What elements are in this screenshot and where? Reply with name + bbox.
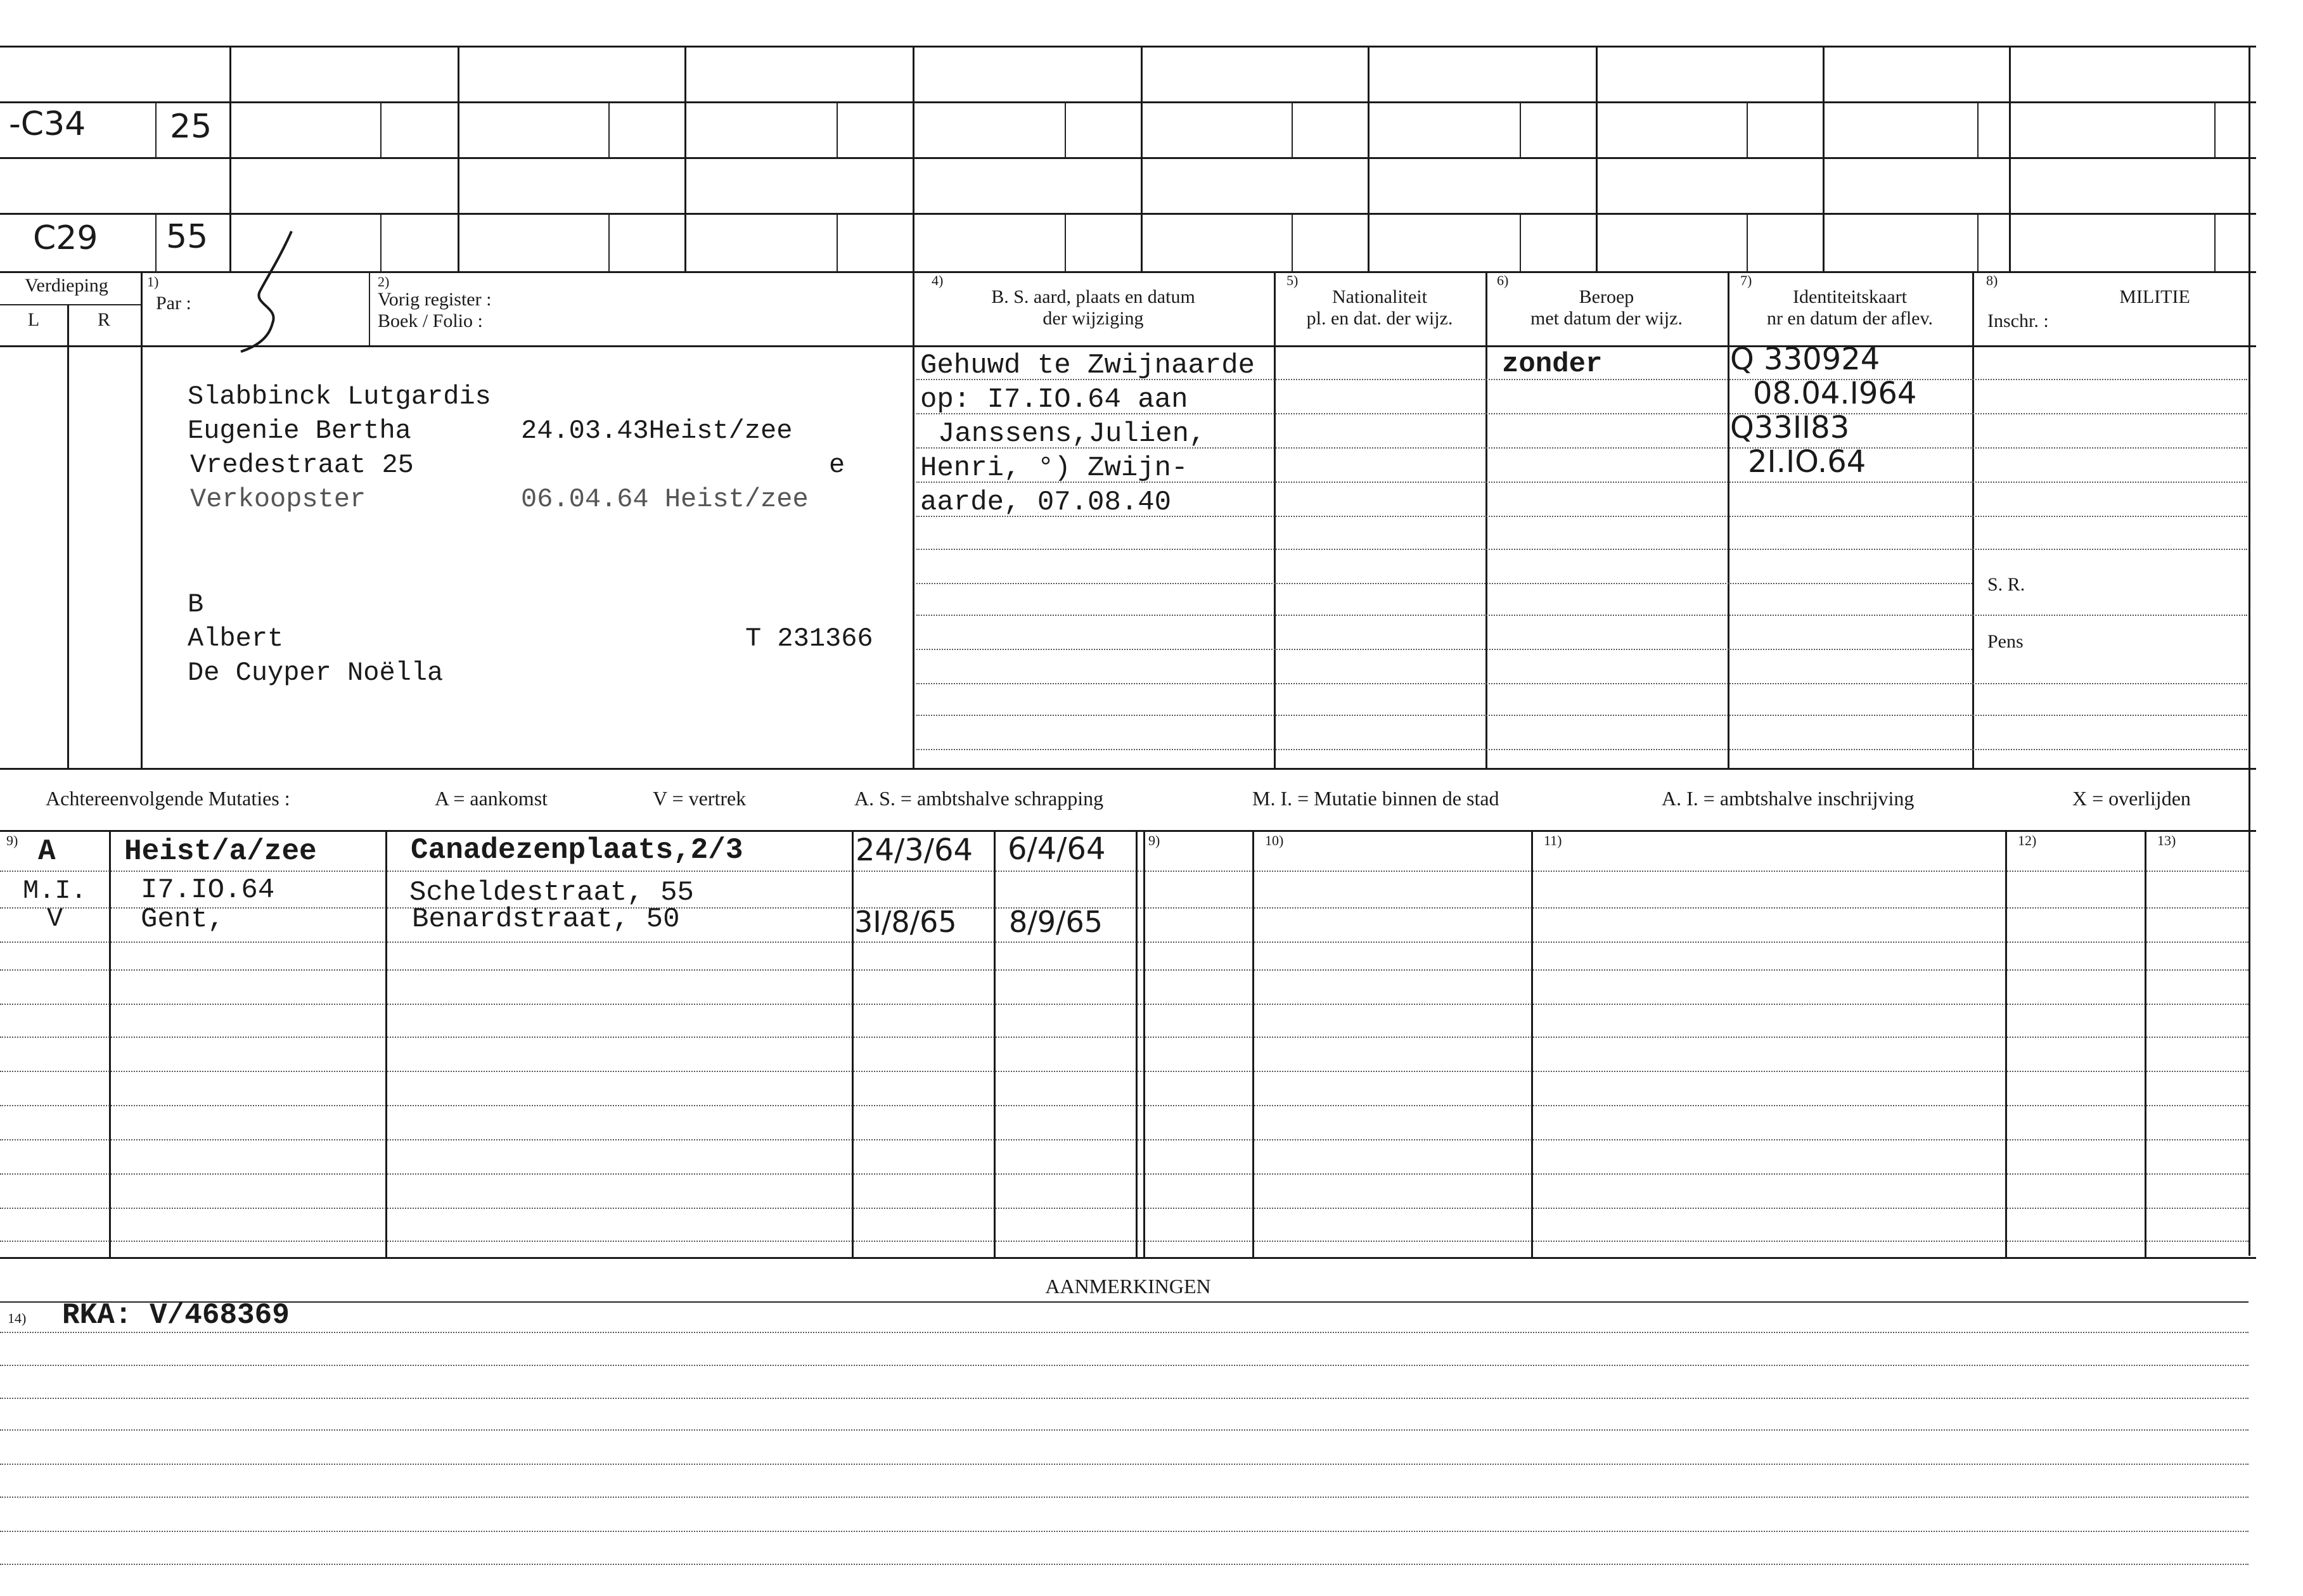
ruled-line — [0, 1173, 2248, 1175]
person-name: Slabbinck Lutgardis — [188, 381, 491, 412]
field-number: 12) — [2018, 833, 2037, 848]
mutation-date2: 8/9/65 — [1009, 905, 1103, 939]
grid-col — [1141, 46, 1143, 271]
legend-title: Achtereenvolgende Mutaties : — [46, 787, 290, 810]
field-number: 7) — [1740, 272, 1752, 288]
field-number: 13) — [2157, 833, 2176, 848]
col-divider — [1274, 271, 1276, 768]
ruled-line — [0, 1365, 2248, 1366]
ruled-line — [0, 871, 2248, 872]
beroep-header-2: met datum der wijz. — [1530, 308, 1683, 329]
grid-subcol — [1065, 214, 1066, 271]
legend-v: V = vertrek — [653, 787, 747, 810]
col-divider — [1728, 271, 1729, 768]
id-entry: 08.04.I964 — [1753, 376, 1917, 411]
bs-header-2: der wijziging — [1042, 308, 1144, 329]
grid-subcol — [837, 103, 838, 157]
mutation-type: V — [47, 903, 63, 934]
header-top-line — [0, 271, 2256, 273]
mutation-col — [1143, 830, 1145, 1257]
field-number: 9) — [6, 833, 18, 848]
verdieping-lr-divider — [67, 304, 69, 768]
grid-subcol — [1520, 103, 1521, 157]
field-number: 4) — [932, 272, 944, 288]
grid-subcol — [1292, 103, 1293, 157]
mutation-type: A — [38, 835, 56, 868]
mutation-bottom-line — [0, 1257, 2256, 1259]
pens-label: Pens — [1987, 631, 2024, 652]
inschr-label: Inschr. : — [1987, 310, 2049, 331]
mutation-col — [1252, 830, 1254, 1257]
ruled-line — [0, 1241, 2248, 1242]
id-header-1: Identiteitskaart — [1793, 286, 1907, 307]
person-occupation-date: 06.04.64 Heist/zee — [521, 484, 809, 514]
grid-subcol — [1747, 214, 1748, 271]
person-father: Albert — [188, 623, 284, 654]
mutation-place: I7.IO.64 — [141, 874, 275, 906]
mutation-col — [2005, 830, 2007, 1257]
field-number: 1) — [147, 274, 159, 290]
grid-line — [0, 157, 2256, 159]
legend-mi: M. I. = Mutatie binnen de stad — [1252, 787, 1499, 810]
bs-entry: aarde, 07.08.40 — [920, 487, 1172, 518]
boek-folio-label: Boek / Folio : — [378, 310, 483, 331]
field-number: 8) — [1986, 272, 1998, 288]
grid-subcol — [2214, 103, 2216, 157]
verdieping-divider — [0, 304, 141, 305]
grid-col — [913, 46, 914, 768]
ruled-line — [916, 749, 2247, 750]
top-row-number: 55 — [166, 218, 208, 256]
field-number: 10) — [1265, 833, 1284, 848]
legend-a: A = aankomst — [435, 787, 548, 810]
ruled-line — [916, 615, 2247, 616]
field-number: 9) — [1148, 833, 1160, 848]
ruled-line — [0, 942, 2248, 943]
field-number: 14) — [8, 1310, 27, 1326]
ruled-line — [0, 969, 2248, 971]
mutation-type: M.I. — [23, 876, 87, 906]
vorig-register-label: Vorig register : — [378, 289, 492, 310]
top-row-code: C29 — [33, 219, 98, 257]
bs-entry: Henri, °) Zwijn- — [920, 452, 1188, 484]
legend-x: X = overlijden — [2072, 787, 2191, 810]
ruled-line — [0, 1071, 2248, 1072]
militie-header: MILITIE — [2119, 286, 2190, 307]
col-divider — [1485, 271, 1487, 768]
bs-entry: Janssens,Julien, — [938, 418, 1206, 450]
person-mother: De Cuyper Noëlla — [188, 658, 444, 688]
beroep-value: zonder — [1502, 348, 1603, 380]
bs-header-1: B. S. aard, plaats en datum — [991, 286, 1195, 307]
grid-line — [0, 213, 2256, 215]
ruled-line — [0, 1564, 2248, 1565]
header-bottom-line — [0, 345, 2256, 347]
mutation-col — [109, 830, 111, 1257]
nationaliteit-header-2: pl. en dat. der wijz. — [1306, 308, 1453, 329]
grid-line — [0, 101, 2256, 103]
mutation-col — [994, 830, 996, 1257]
bs-entry: Gehuwd te Zwijnaarde — [920, 350, 1255, 381]
ruled-line — [0, 1497, 2248, 1498]
mutation-col — [852, 830, 854, 1257]
ruled-line — [0, 1429, 2248, 1431]
legend-as: A. S. = ambtshalve schrapping — [854, 787, 1104, 810]
field-number: 5) — [1286, 272, 1299, 288]
mutation-date1: 3I/8/65 — [854, 905, 957, 939]
ruled-line — [916, 649, 1972, 650]
right-border — [2248, 46, 2250, 1256]
ruled-line — [916, 549, 2247, 550]
field-number: 6) — [1497, 272, 1509, 288]
verdieping-label: Verdieping — [25, 275, 108, 296]
bs-entries — [920, 348, 1255, 520]
remarks-title: AANMERKINGEN — [1045, 1275, 1211, 1298]
mutation-street: Canadezenplaats,2/3 — [411, 834, 743, 867]
person-id-code: T 231366 — [745, 623, 873, 654]
field-number: 11) — [1544, 833, 1562, 848]
person-given-names: Eugenie Bertha — [188, 416, 411, 446]
mutation-col — [1531, 830, 1533, 1257]
mutation-street: Scheldestraat, 55 — [409, 877, 694, 909]
beroep-header-1: Beroep — [1579, 286, 1634, 307]
grid-subcol — [155, 103, 157, 157]
ruled-line — [0, 1105, 2248, 1106]
col-divider — [141, 271, 143, 768]
brace-mark — [234, 228, 304, 361]
body-bottom-line — [0, 768, 2256, 770]
ruled-line — [0, 1531, 2248, 1532]
grid-subcol — [1520, 214, 1521, 271]
grid-subcol — [2214, 214, 2216, 271]
legend-ai: A. I. = ambtshalve inschrijving — [1662, 787, 1915, 810]
top-row-number: 25 — [170, 108, 212, 146]
top-border — [0, 46, 2256, 48]
grid-subcol — [380, 214, 382, 271]
person-birth: 24.03.43Heist/zee — [521, 416, 793, 446]
mutation-col — [2145, 830, 2146, 1257]
grid-subcol — [1065, 103, 1066, 157]
ruled-line — [0, 1208, 2248, 1209]
ruled-line — [0, 907, 2248, 909]
nationaliteit-header-1: Nationaliteit — [1332, 286, 1427, 307]
grid-col — [229, 46, 231, 271]
grid-col — [2009, 46, 2011, 271]
ruled-line — [0, 1464, 2248, 1465]
mutation-place: Gent, — [141, 903, 225, 935]
grid-col — [1368, 46, 1370, 271]
top-row-code: -C34 — [9, 105, 86, 143]
ruled-line — [916, 683, 2247, 684]
grid-col — [1596, 46, 1598, 271]
person-code: B — [188, 589, 204, 620]
bs-entry: op: I7.IO.64 aan — [920, 384, 1188, 416]
col-divider — [1972, 271, 1974, 768]
id-entry: Q 330924 — [1730, 342, 1880, 377]
remarks-line — [0, 1301, 2248, 1303]
ruled-line — [0, 1139, 2248, 1140]
id-entry: Q33II83 — [1730, 410, 1850, 445]
mutation-top-line — [0, 830, 2256, 832]
ruled-line — [0, 1332, 2248, 1333]
ruled-line — [916, 715, 2247, 716]
ruled-line — [916, 583, 1972, 584]
person-occupation: Verkoopster — [190, 484, 366, 514]
grid-subcol — [608, 103, 610, 157]
verdieping-r-label: R — [97, 309, 110, 330]
sr-label: S. R. — [1987, 574, 2025, 595]
grid-col — [684, 46, 686, 271]
ruled-line — [0, 1398, 2248, 1399]
grid-subcol — [380, 103, 382, 157]
par-label: Par : — [156, 293, 191, 314]
id-header-2: nr en datum der aflev. — [1766, 308, 1934, 329]
col-divider — [369, 271, 370, 345]
grid-subcol — [837, 214, 838, 271]
mutation-col — [1136, 830, 1138, 1257]
remarks-rka: RKA: V/468369 — [62, 1299, 290, 1332]
id-entries — [1730, 342, 1916, 479]
mutation-place: Heist/a/zee — [124, 835, 317, 868]
grid-subcol — [1977, 103, 1979, 157]
person-mark: e — [829, 450, 845, 480]
field-number: 2) — [378, 274, 390, 290]
grid-col — [1823, 46, 1825, 271]
grid-subcol — [608, 214, 610, 271]
mutation-col — [385, 830, 387, 1257]
mutation-date2: 6/4/64 — [1008, 831, 1106, 867]
id-entry: 2I.IO.64 — [1748, 444, 1866, 480]
ruled-line — [0, 1004, 2248, 1005]
person-address: Vredestraat 25 — [190, 450, 414, 480]
verdieping-l-label: L — [27, 309, 40, 330]
grid-subcol — [1977, 214, 1979, 271]
mutation-street: Benardstraat, 50 — [412, 903, 680, 935]
grid-subcol — [1747, 103, 1748, 157]
grid-subcol — [155, 214, 157, 271]
mutation-date1: 24/3/64 — [856, 833, 973, 868]
ruled-line — [0, 1037, 2248, 1038]
grid-subcol — [1292, 214, 1293, 271]
grid-col — [458, 46, 459, 271]
